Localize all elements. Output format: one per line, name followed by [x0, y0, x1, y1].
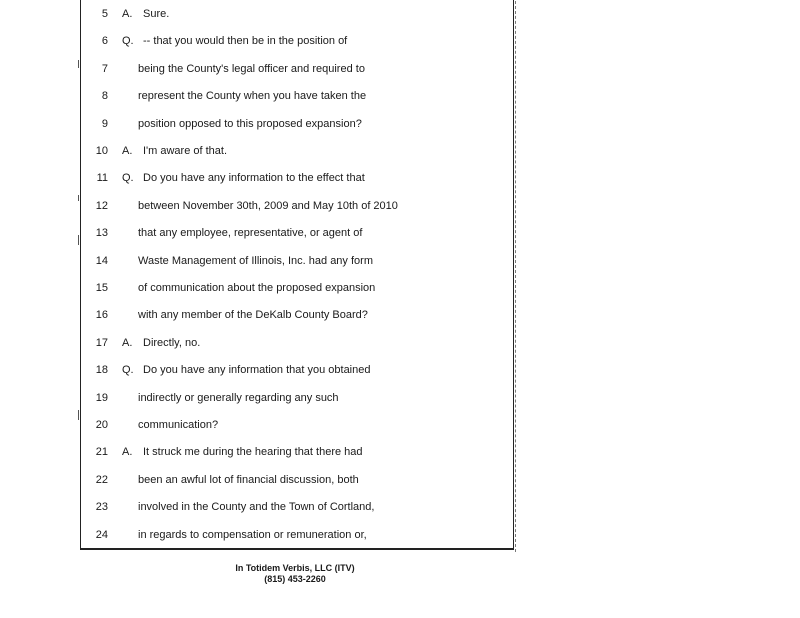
line-text: of communication about the proposed expansion	[138, 282, 376, 294]
speaker-label: A.	[122, 446, 133, 459]
line-number: 19	[95, 391, 108, 404]
line-text: being the County's legal officer and required to	[138, 62, 365, 75]
speaker-label: A.	[122, 336, 133, 349]
line-text: I'm aware of that.	[143, 145, 228, 157]
speaker-label: A.	[122, 8, 133, 20]
line-text: been an awful lot of financial discussion, both	[138, 473, 359, 486]
line-number: 8	[101, 90, 108, 103]
line-number: 11	[96, 172, 108, 185]
transcript-line	[80, 278, 510, 298]
line-text: Sure.	[143, 8, 170, 20]
line-number: 7	[101, 62, 108, 75]
transcript-line	[80, 388, 510, 408]
line-text: involved in the County and the Town of Cortland,	[138, 501, 375, 514]
page-border	[80, 0, 514, 550]
line-text: Directly, no.	[143, 336, 201, 349]
line-text: position opposed to this proposed expansion?	[138, 117, 362, 130]
line-text: -- that you would then be in the position of	[143, 35, 348, 48]
footer-phone: (815) 453-2260	[264, 574, 326, 584]
speaker-label: Q.	[122, 364, 134, 377]
transcript-line	[80, 4, 510, 24]
transcript-line	[80, 415, 510, 435]
line-number: 23	[95, 501, 108, 514]
speaker-label: Q.	[122, 172, 134, 185]
speaker-label: Q.	[122, 35, 134, 48]
transcript-line	[80, 525, 510, 545]
transcript-line	[80, 141, 510, 161]
line-number: 17	[95, 336, 108, 349]
line-number: 21	[95, 446, 108, 459]
transcript-line	[80, 251, 510, 271]
line-number: 16	[95, 309, 108, 322]
transcript-line	[80, 31, 510, 51]
transcript-line	[80, 168, 510, 188]
line-text: indirectly or generally regarding any such	[138, 391, 339, 404]
line-number: 10	[95, 145, 108, 157]
scan-speck	[78, 235, 79, 245]
transcript-line	[80, 442, 510, 462]
transcript-line	[80, 86, 510, 106]
line-text: Do you have any information that you obtained	[143, 364, 371, 377]
line-number: 22	[95, 473, 108, 486]
line-text: Do you have any information to the effect that	[143, 172, 365, 185]
transcript-line	[80, 305, 510, 325]
transcript-line	[80, 59, 510, 79]
line-text: communication?	[138, 419, 219, 431]
line-number: 18	[95, 364, 108, 377]
transcript-line	[80, 223, 510, 243]
scan-speck	[78, 410, 79, 420]
line-text: It struck me during the hearing that there had	[143, 446, 363, 459]
line-number: 13	[95, 227, 108, 240]
line-number: 20	[95, 419, 108, 431]
footer-company: In Totidem Verbis, LLC (ITV)	[235, 563, 355, 573]
line-number: 14	[95, 254, 108, 267]
line-number: 15	[95, 282, 108, 294]
speaker-label: A.	[122, 145, 133, 157]
line-text: represent the County when you have taken the	[138, 90, 367, 103]
line-number: 5	[101, 8, 108, 20]
line-text: in regards to compensation or remuneration or,	[138, 528, 367, 541]
scan-speck	[78, 195, 79, 201]
line-number: 9	[101, 117, 108, 130]
transcript-line	[80, 114, 510, 134]
line-text: between November 30th, 2009 and May 10th of 2010	[138, 199, 398, 212]
line-text: Waste Management of Illinois, Inc. had any form	[138, 254, 373, 267]
transcript-line	[80, 360, 510, 380]
line-number: 12	[95, 199, 108, 212]
line-text: with any member of the DeKalb County Board?	[138, 309, 368, 322]
scan-speck	[78, 60, 79, 68]
line-number: 24	[95, 528, 108, 541]
line-text: that any employee, representative, or agent of	[138, 227, 363, 240]
transcript-line	[80, 333, 510, 353]
line-number: 6	[101, 35, 108, 48]
transcript-line	[80, 196, 510, 216]
page-edge-shadow	[512, 0, 516, 552]
transcript-line	[80, 470, 510, 490]
transcript-line	[80, 497, 510, 517]
